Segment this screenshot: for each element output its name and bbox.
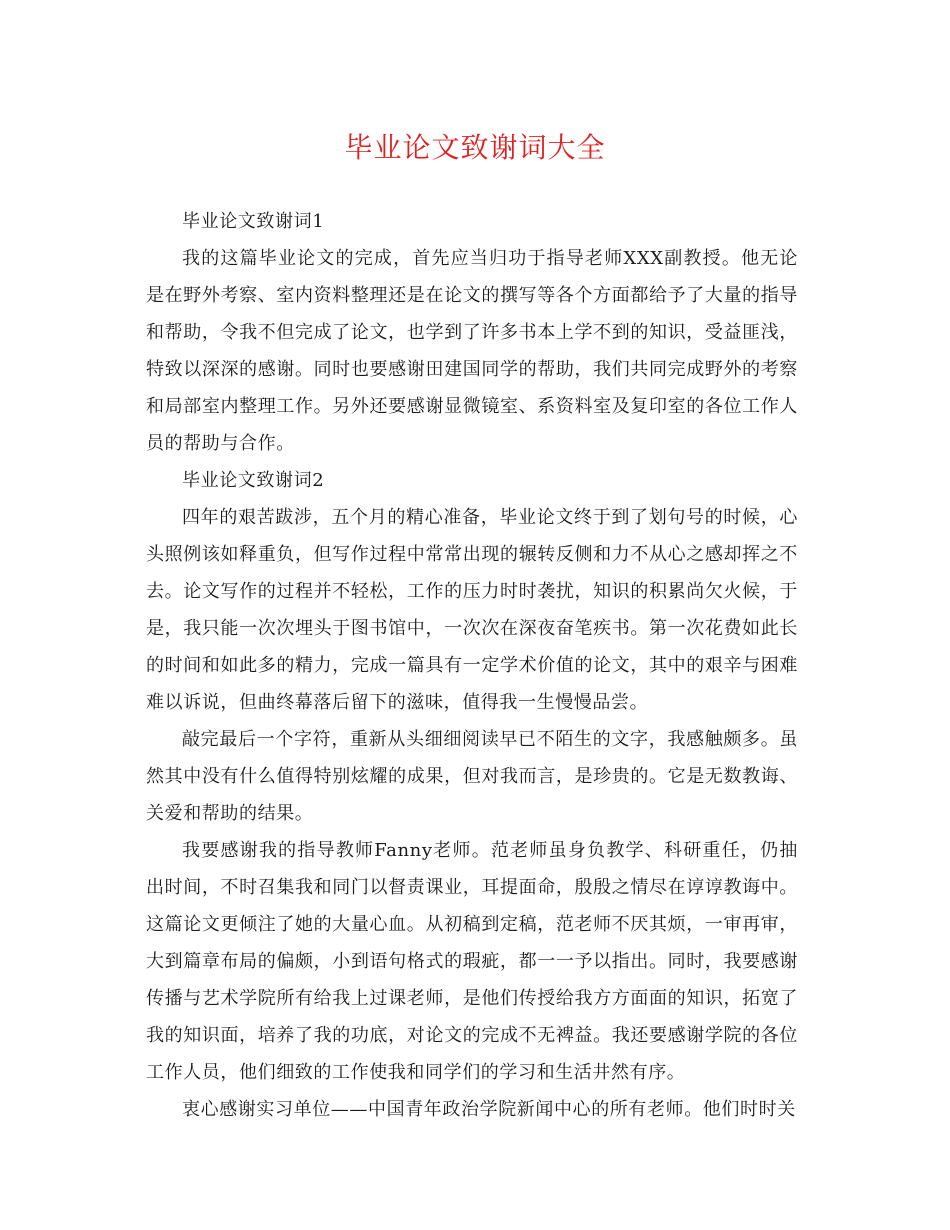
paragraph-thanks-2-c: 我要感谢我的指导教师Fanny老师。范老师虽身负教学、科研重任，仍抽出时间，不时召集我和同门以督责课业，耳提面命，殷殷之情尽在谆谆教诲中。这篇论文更倾注了她的大量心血。从初稿到定稿，范老师不厌其烦，一审再审，大到篇章布局的偏颇，小到语句格式的瑕疵，都一一予以指出。同时，我要感谢传播与艺术学院所有给我上过课老师，是他们传授给我方方面面的知识，拓宽了我的知识面，培养了我的功底，对论文的完成不无裨益。我还要感谢学院的各位工作人员，他们细致的工作使我和同学们的学习和生活井然有序。 bbox=[146, 840, 798, 1083]
document-body bbox=[146, 203, 798, 1128]
paragraph-thanks-2-d: 衷心感谢实习单位——中国青年政治学院新闻中心的所有老师。他们时时关 bbox=[182, 1099, 796, 1120]
heading-thanks-1: 毕业论文致谢词1 bbox=[182, 211, 325, 232]
document-title: 毕业论文致谢词大全 bbox=[344, 131, 606, 164]
heading-thanks-2: 毕业论文致谢词2 bbox=[182, 470, 325, 491]
paragraph-thanks-2-a: 四年的艰苦跋涉，五个月的精心准备，毕业论文终于到了划句号的时候，心头照例该如释重负，但写作过程中常常出现的辗转反侧和力不从心之感却挥之不去。论文写作的过程并不轻松，工作的压力时时袭扰，知识的积累尚欠火候，于是，我只能一次次埋头于图书馆中，一次次在深夜奋笔疾书。第一次花费如此长的时间和如此多的精力，完成一篇具有一定学术价值的论文，其中的艰辛与困难难以诉说，但曲终幕落后留下的滋味，值得我一生慢慢品尝。 bbox=[146, 507, 798, 713]
paragraph-thanks-2-b: 敲完最后一个字符，重新从头细细阅读早已不陌生的文字，我感触颇多。虽然其中没有什么值得特别炫耀的成果，但对我而言，是珍贵的。它是无数教诲、关爱和帮助的结果。 bbox=[146, 729, 798, 824]
paragraph-thanks-1: 我的这篇毕业论文的完成，首先应当归功于指导老师XXX副教授。他无论是在野外考察、室内资料整理还是在论文的撰写等各个方面都给予了大量的指导和帮助，令我不但完成了论文，也学到了许多书本上学不到的知识，受益匪浅，特致以深深的感谢。同时也要感谢田建国同学的帮助，我们共同完成野外的考察和局部室内整理工作。另外还要感谢显微镜室、系资料室及复印室的各位工作人员的帮助与合作。 bbox=[146, 248, 798, 454]
